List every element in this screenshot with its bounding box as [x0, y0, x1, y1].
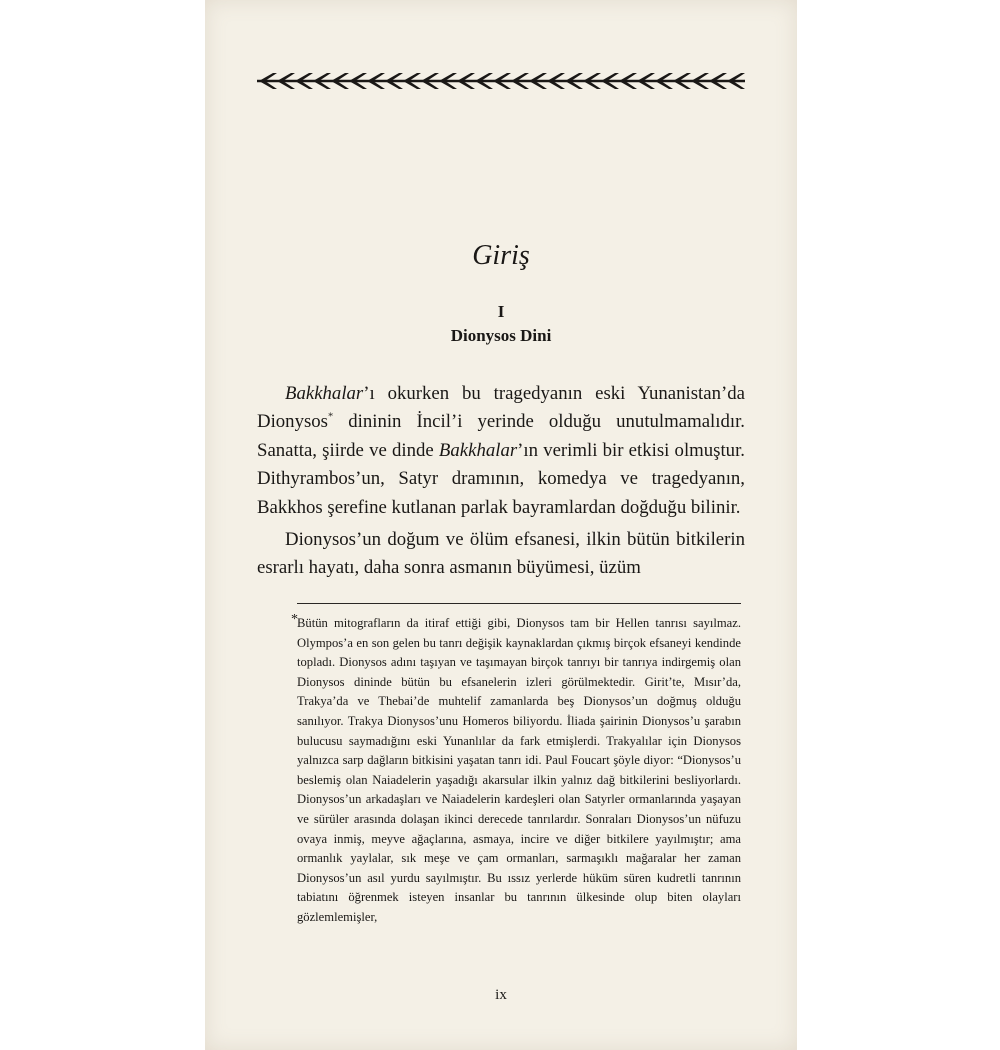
body-text: [257, 380, 745, 587]
footnote-reference: *: [327, 412, 334, 424]
italic-title: Bakkhalar: [438, 439, 518, 461]
footnote-text: Bütün mitografların da itiraf ettiği gibi, Dionysos tam bir Hellen tanrısı sayılmaz. Olympos’a en son gelen bu tanrı değişik kaynaklardan çıkmış birçok efsaneyi kendinde topladı. Dionysos adını taşıyan ve taşımayan birçok tanrıyı bir tanrıya indirgemiş olan Dionysos dininde bütün bu efsanelerin izleri görülmektedir. Girit’te, Mısır’da, Trakya’da ve Thebai’de muhtelif zamanlarda beş Dionysos’un doğmuş olduğu sanılıyor. Trakya Dionysos’unu Homeros biliyordu. İliada şairinin Dionysos’u şarabın bulucusu saymadığını eski Yunanlılar da fark etmişlerdi. Trakyalılar için Dionysos yalnızca sarp dağların bitkisini yaşatan tanrı idi. Paul Foucart şöyle diyor: “Dionysos’u beslemiş olan Naiadelerin yaşadığı akarsular ilkin yalnız dağ bitkilerini besliyorlardı. Dionysos’un arkadaşları ve Naiadelerin kardeşleri olan Satyrler ormanlarında yaşayan ve sürüler arasında dolaşan ikinci derecede tanrılardır. Sonraları Dionysos’un nüfuzu ovaya inmiş, meyve ağaçlarına, asmaya, incire ve diğer bitkilere yayılmıştır; ama ormanlık yaylalar, sık meşe ve çam ormanları, sarmaşıklı mağaralar her zaman Dionysos’un asıl yurdu sayılmıştır. Bu ıssız yerlerde hüküm süren kudretli tanrının tabiatını öğrenmek isteyen insanlar bu tanrının ülkesinde olup biten olayları gözlemlemişler,: [297, 616, 741, 924]
ornamental-border: [257, 72, 745, 90]
footnote-marker: *: [291, 612, 298, 627]
page-number: ix: [495, 987, 507, 1003]
chapter-title: Giriş: [472, 240, 530, 271]
italic-title: Bakkhalar: [285, 383, 364, 404]
section-title: Dionysos Dini: [450, 326, 552, 345]
footnote-rule: [297, 603, 741, 604]
paragraph: Dionysos’un doğum ve ölüm efsanesi, ilkin bütün bitkilerin esrarlı hayatı, daha sonra asmanın büyümesi, üzüm: [257, 529, 745, 579]
paragraph: Bakkhalar’ı okurken bu tragedyanın eski Yunanistan’da Dionysos* dininin İncil’i yerinde olduğu unutulmamalıdır. Sanatta, şiirde ve dinde Bakkhalar’ın verimli bir etkisi olmuştur. Dithyrambos’un, Satyr dramının, komedya ve tragedyanın, Bakkhos şerefine kutlanan parlak bayramlardan doğduğu bilinir.: [257, 383, 745, 518]
book-page: [205, 0, 797, 1050]
section-number: I: [497, 302, 505, 321]
footnote: [297, 614, 741, 928]
